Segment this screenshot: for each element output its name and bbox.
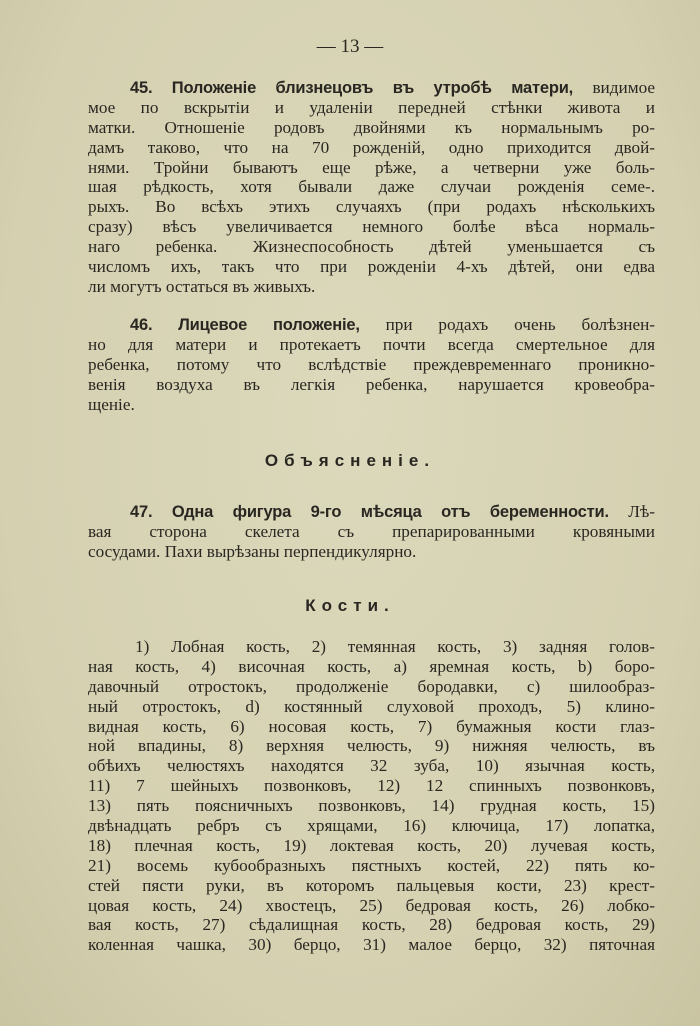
paragraph-first-line	[88, 315, 655, 335]
paragraph-first-line: 1) Лобная кость, 2) темянная кость, 3) задняя голов-	[135, 637, 655, 656]
text-line: коленная чашка, 30) берцо, 31) малое берцо, 32) пяточная	[88, 935, 655, 955]
text-line: обѣихъ челюстяхъ находятся 32 зуба, 10) язычная кость,	[88, 756, 655, 776]
paragraph-first-line	[88, 502, 655, 522]
text-line: ной впадины, 8) верхняя челюсть, 9) нижняя челюсть, въ	[88, 736, 655, 756]
page-number: — 13 —	[316, 36, 384, 57]
text-line: давочный отростокъ, продолженiе бородавки, с) шилообраз-	[88, 676, 655, 696]
item-title: 46. Лицевое положенiе,	[130, 316, 360, 334]
text-line: 21) восемь кубообразныхъ пястныхъ костей, 22) пять ко-	[88, 855, 655, 875]
text-line: матки. Отношенiе родовъ двойнями къ нормальнымъ ро-	[88, 117, 655, 137]
text-line: 11) 7 шейныхъ позвонковъ, 12) 12 спинныхъ позвонковъ,	[88, 776, 655, 796]
text-line: венiя воздуха въ легкiя ребенка, нарушается кровеобра-	[88, 374, 655, 394]
item-title: 45. Положенiе близнецовъ въ утробѣ матери,	[130, 79, 574, 97]
text-line: стей пясти руки, въ которомъ пальцевыя кости, 23) крест-	[88, 875, 655, 895]
text-line: видная кость, 6) носовая кость, 7) бумажныя кости глаз-	[88, 716, 655, 736]
paragraph-46	[88, 315, 655, 414]
text-line: ный отростокъ, d) костянный слуховой проходъ, 5) клино-	[88, 696, 655, 716]
text-line: шая рѣдкость, хотя бывали даже случаи рожденiя семе-.	[88, 177, 655, 197]
section-heading-bones: Кости.	[305, 596, 395, 615]
text-line: 18) плечная кость, 19) локтевая кость, 20) лучевая кость,	[88, 835, 655, 855]
text-line: нями. Тройни бываютъ еще рѣже, а четверни уже боль-	[88, 157, 655, 177]
text-line: мое по вскрытiи и удаленiи передней стѣнки живота и	[88, 97, 655, 117]
line-text: видимое	[592, 78, 656, 97]
paragraph-first-line	[88, 78, 655, 98]
text-line: сосудами. Пахи вырѣзаны перпендикулярно.	[88, 541, 417, 561]
text-line: дамъ таково, что на 70 рожденiй, одно приходится двой-	[88, 137, 655, 157]
paragraph-47	[88, 502, 655, 562]
text-line: вая кость, 27) сѣдалищная кость, 28) бедровая кость, 29)	[88, 915, 655, 935]
text-line: ли могутъ остаться въ живыхъ.	[88, 276, 316, 296]
line-text: Лѣ-	[628, 502, 655, 521]
text-line: ребенка, потому что вслѣдствiе преждевременнаго проникно-	[88, 354, 655, 374]
text-line: наго ребенка. Жизнеспособность дѣтей уменьшается съ	[88, 237, 655, 257]
section-heading-explanation: Объясненiе.	[264, 451, 436, 470]
text-line: числомъ ихъ, такъ что при рожденiи 4-хъ дѣтей, они едва	[88, 257, 655, 277]
line-text: при родахъ очень болѣзнен-	[385, 315, 656, 334]
text-line: двѣнадцать ребръ съ хрящами, 16) ключица, 17) лопатка,	[88, 816, 655, 836]
paragraph-bones	[88, 637, 655, 955]
text-line: но для матери и протекаетъ почти всегда смертельное для	[88, 334, 655, 354]
paragraph-45	[88, 78, 655, 297]
text-line: вая сторона скелета съ препарированными кровяными	[88, 521, 655, 541]
text-line: сразу) вѣсъ увеличивается немного болѣе вѣса нормаль-	[88, 217, 655, 237]
text-line: ная кость, 4) височная кость, а) яремная кость, b) боро-	[88, 656, 655, 676]
text-line: щенiе.	[88, 394, 135, 414]
text-line: рыхъ. Во всѣхъ этихъ случаяхъ (при родахъ нѣсколькихъ	[88, 197, 655, 217]
text-line: цовая кость, 24) хвостецъ, 25) бедровая кость, 26) лобко-	[88, 895, 655, 915]
item-title: 47. Одна фигура 9-го мѣсяца отъ беременности.	[130, 503, 609, 521]
text-line: 13) пять поясничныхъ позвонковъ, 14) грудная кость, 15)	[88, 796, 655, 816]
